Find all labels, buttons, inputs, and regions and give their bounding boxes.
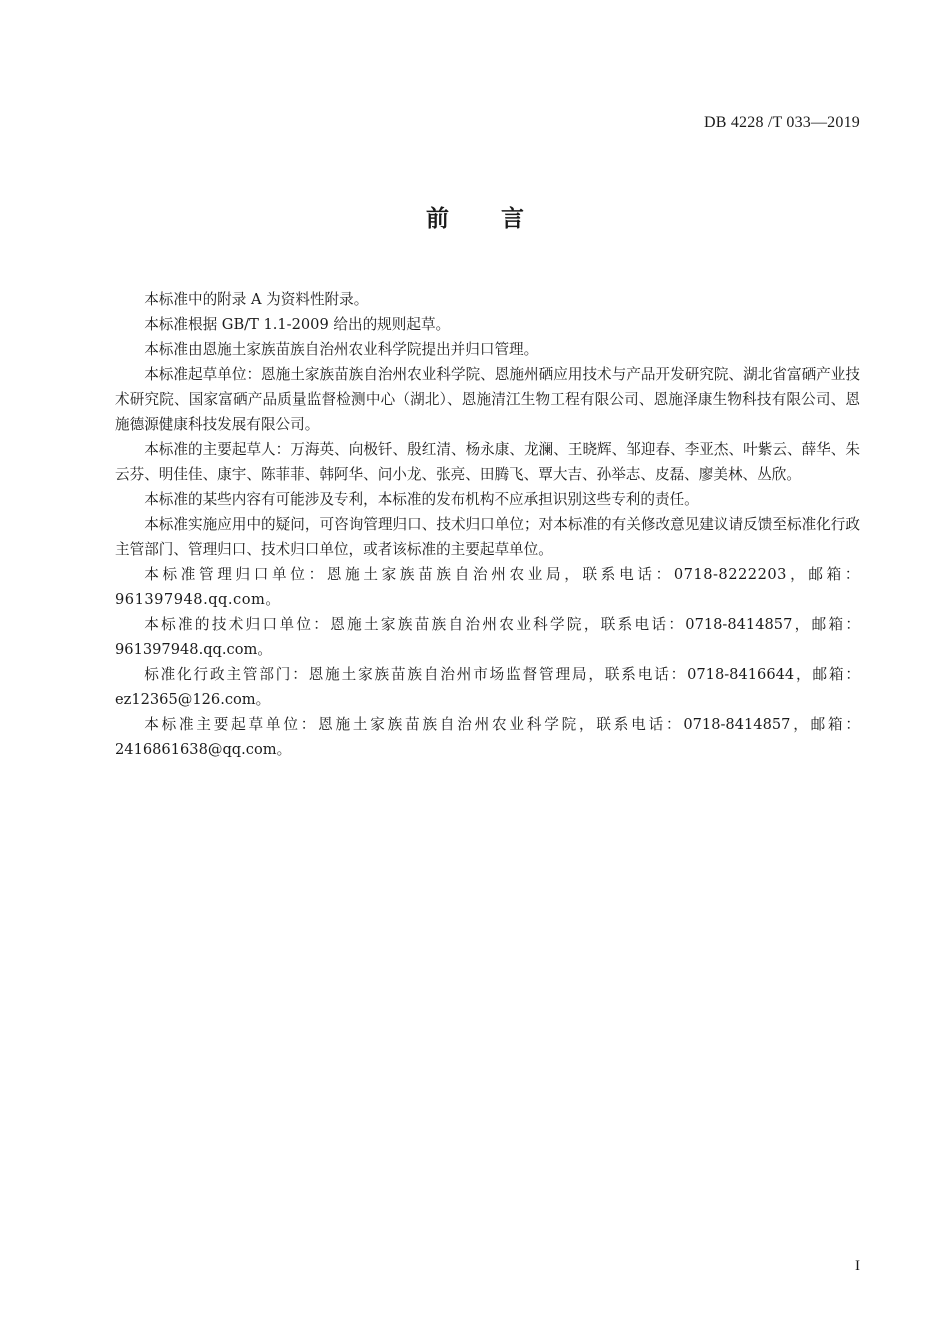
foreword-body — [115, 287, 860, 762]
paragraph-drafting-units: 本标准起草单位：恩施土家族苗族自治州农业科学院、恩施州硒应用技术与产品开发研究院、湖北省富硒产业技术研究院、国家富硒产品质量监督检测中心（湖北）、恩施清江生物工程有限公司、恩施泽康生物科技有限公司、恩施德源健康科技发展有限公司。 — [115, 366, 860, 433]
paragraph-appendix-note: 本标准中的附录 A 为资料性附录。 — [144, 291, 369, 308]
paragraph-feedback: 本标准实施应用中的疑问，可咨询管理归口、技术归口单位；对本标准的有关修改意见建议请反馈至标准化行政主管部门、管理归口、技术归口单位，或者该标准的主要起草单位。 — [115, 516, 860, 558]
paragraph-technical-unit: 本标准的技术归口单位：恩施土家族苗族自治州农业科学院，联系电话：0718-8414857，邮箱：961397948.qq.com。 — [115, 616, 860, 658]
page-number: I — [855, 1258, 860, 1274]
paragraph-main-drafters: 本标准的主要起草人：万海英、向极钎、殷红清、杨永康、龙澜、王晓辉、邹迎春、李亚杰、叶紫云、薛华、朱云芬、明佳佳、康宇、陈菲菲、韩阿华、问小龙、张亮、田腾飞、覃大吉、孙举志、皮磊、廖美林、丛欣。 — [115, 441, 860, 483]
paragraph-proposer: 本标准由恩施土家族苗族自治州农业科学院提出并归口管理。 — [144, 341, 539, 358]
page-title: 前 言 — [425, 206, 546, 232]
document-code: DB 4228 /T 033—2019 — [704, 114, 860, 131]
paragraph-admin-department: 标准化行政主管部门：恩施土家族苗族自治州市场监督管理局，联系电话：0718-8416644，邮箱：ez12365@126.com。 — [115, 666, 860, 708]
paragraph-main-drafting-unit: 本标准主要起草单位：恩施土家族苗族自治州农业科学院，联系电话：0718-8414857，邮箱：2416861638@qq.com。 — [115, 716, 860, 758]
paragraph-patent-notice: 本标准的某些内容有可能涉及专利，本标准的发布机构不应承担识别这些专利的责任。 — [144, 491, 699, 508]
paragraph-management-unit: 本标准管理归口单位：恩施土家族苗族自治州农业局，联系电话：0718-8222203，邮箱：961397948.qq.com。 — [115, 566, 860, 608]
paragraph-drafting-rules: 本标准根据 GB/T 1.1-2009 给出的规则起草。 — [144, 316, 451, 333]
